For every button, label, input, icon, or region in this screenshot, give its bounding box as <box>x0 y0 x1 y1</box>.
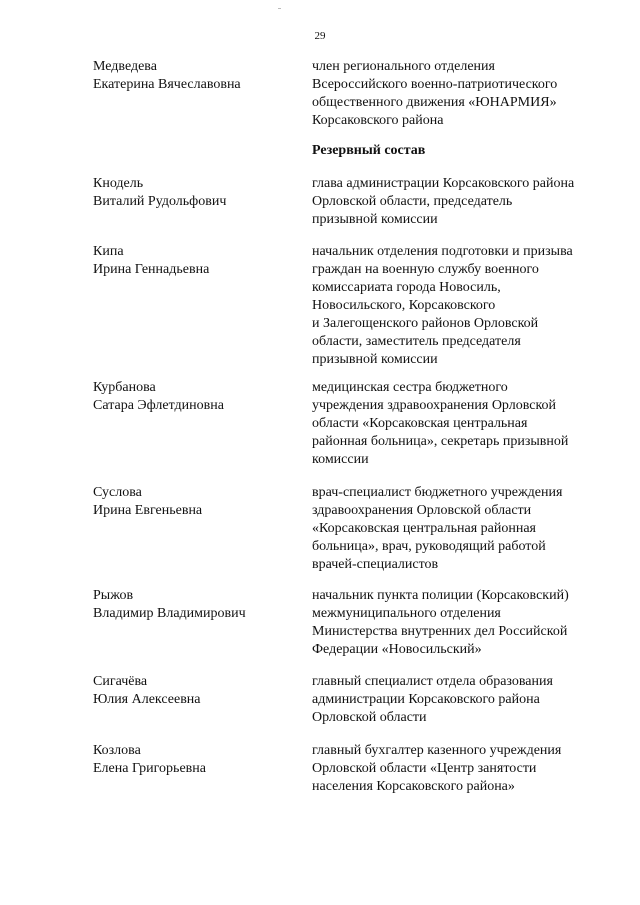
member-name: Сигачёва Юлия Алексеевна <box>93 674 201 707</box>
member-role: начальник отделения подготовки и призыва граждан на военную службу военного комиссариата города Новосиль, Новосильского, Корсаковского и Залегощенского районов Орловской области, заместитель председателя призывной комиссии <box>312 244 573 367</box>
member-role: медицинская сестра бюджетного учреждения здравоохранения Орловской области «Корсаковская центральная районная больница», секретарь призывной комиссии <box>312 380 569 467</box>
page-number: 29 <box>314 30 326 42</box>
member-name: Кнодель Виталий Рудольфович <box>93 176 227 209</box>
member-name: Кипа Ирина Геннадьевна <box>93 244 210 277</box>
member-name: Медведева Екатерина Вячеславовна <box>93 59 241 92</box>
scan-mark <box>278 8 281 9</box>
member-name: Козлова Елена Григорьевна <box>93 743 206 776</box>
member-role: член регионального отделения Всероссийского военно-патриотического общественного движения «ЮНАРМИЯ» Корсаковского района <box>312 59 558 128</box>
member-role: главный бухгалтер казенного учреждения Орловской области «Центр занятости населения Корсаковского района» <box>312 743 562 794</box>
member-name: Рыжов Владимир Владимирович <box>93 588 246 621</box>
member-role: начальник пункта полиции (Корсаковский) межмуниципального отделения Министерства внутренних дел Российской Федерации «Новосильский» <box>312 588 569 657</box>
member-name: Суслова Ирина Евгеньевна <box>93 485 203 518</box>
member-role: главный специалист отдела образования администрации Корсаковского района Орловской области <box>312 674 553 725</box>
member-role: врач-специалист бюджетного учреждения здравоохранения Орловской области «Корсаковская центральная районная больница», врач, руководящий работой врачей-специалистов <box>312 485 563 572</box>
member-role: глава администрации Корсаковского района Орловской области, председатель призывной комиссии <box>312 176 575 227</box>
member-name: Курбанова Сатара Эфлетдиновна <box>93 380 224 413</box>
section-title: Резервный состав <box>312 143 426 158</box>
